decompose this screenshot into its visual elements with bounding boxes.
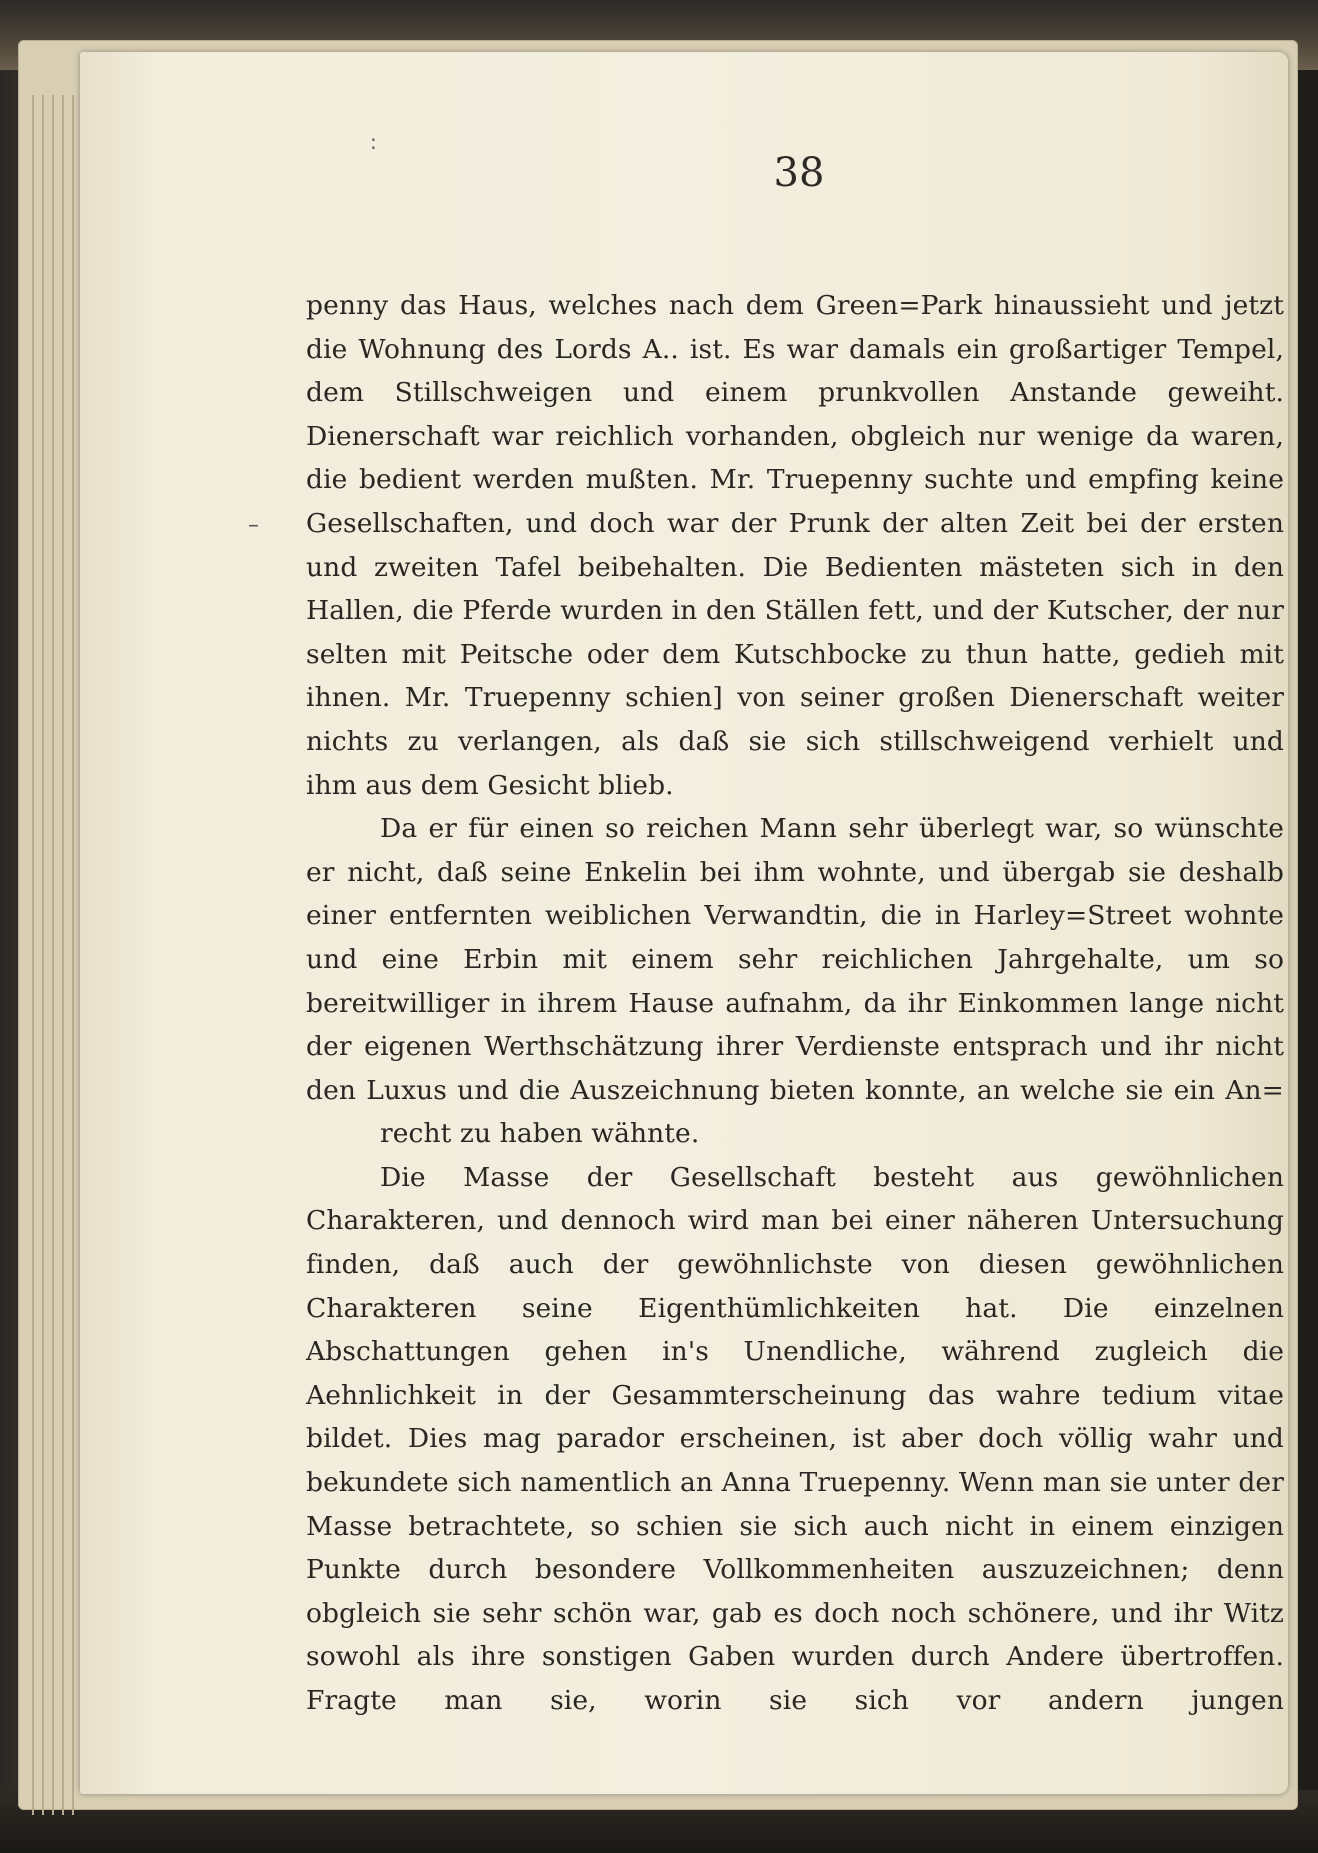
paragraph-last-line: ihm aus dem Gesicht blieb. <box>306 769 674 801</box>
paragraph-text: Da er für einen so reichen Mann sehr überlegt war, so wünschte er nicht, daß seine Enkelin bei ihm wohnte, und übergab sie deshalb einer entfernten weiblichen Verwandtin, die in Harley=Street wohnte und eine Erbin mit einem sehr reichlichen Jahrgehalte, um so bereitwilliger in ihrem Hause aufnahm, da ihr Einkommen lange nicht der eigenen Werthschätzung ihrer Verdienste entsprach und ihr nicht den Luxus und die Auszeichnung bieten konnte, an welche sie ein An= <box>306 813 1284 1106</box>
page-edge-line <box>32 95 34 1815</box>
paragraph <box>306 284 1284 807</box>
page-number: 38 <box>773 150 825 196</box>
paragraph <box>306 1156 1284 1723</box>
page-edge-line <box>72 95 74 1815</box>
page-edge-line <box>42 95 44 1815</box>
margin-mark: – <box>248 513 259 538</box>
body-text <box>306 284 1284 1723</box>
paragraph <box>306 807 1284 1156</box>
ink-speck: : <box>370 130 377 154</box>
paragraph-text: penny das Haus, welches nach dem Green=Park hinaussieht und jetzt die Wohnung des Lords A.. ist. Es war damals ein großartiger Tempel, dem Stillschweigen und einem prunkvollen Anstande geweiht. Dienerschaft war reichlich vorhanden, obgleich nur wenige da waren, die bedient werden mußten. Mr. Truepenny suchte und empfing keine Gesellschaften, und doch war der Prunk der alten Zeit bei der ersten und zweiten Tafel beibehalten. Die Bedienten mästeten sich in den Hallen, die Pferde wurden in den Ställen fett, und der Kutscher, der nur selten mit Peitsche oder dem Kutschbocke zu thun hatte, gedieh mit ihnen. Mr. Truepenny schien] von seiner großen Dienerschaft weiter nichts zu verlangen, als daß sie sich stillschweigend verhielt und <box>306 290 1284 757</box>
page-edge-line <box>62 95 64 1815</box>
paragraph-text: Die Masse der Gesellschaft besteht aus gewöhnlichen Charakteren, und dennoch wird man bei einer näheren Untersuchung finden, daß auch der gewöhnlichste von diesen gewöhnlichen Charakteren seine Eigenthümlichkeiten hat. Die einzelnen Abschattungen gehen in's Unendliche, während zugleich die Aehnlichkeit in der Gesammterscheinung das wahre tedium vitae bildet. Dies mag parador erscheinen, ist aber doch völlig wahr und bekundete sich namentlich an Anna Truepenny. Wenn man sie unter der Masse betrachtete, so schien sie sich auch nicht in einem einzigen Punkte durch besondere Vollkommenheiten auszuzeichnen; denn obgleich sie sehr schön war, gab es doch noch schönere, und ihr Witz sowohl als ihre sonstigen Gaben wurden durch Andere übertroffen. Fragte man sie, worin sie sich vor andern jungen <box>306 1161 1284 1716</box>
book-page <box>80 52 1288 1794</box>
page-edge-line <box>52 95 54 1815</box>
paragraph-last-line: recht zu haben wähnte. <box>380 1118 700 1150</box>
